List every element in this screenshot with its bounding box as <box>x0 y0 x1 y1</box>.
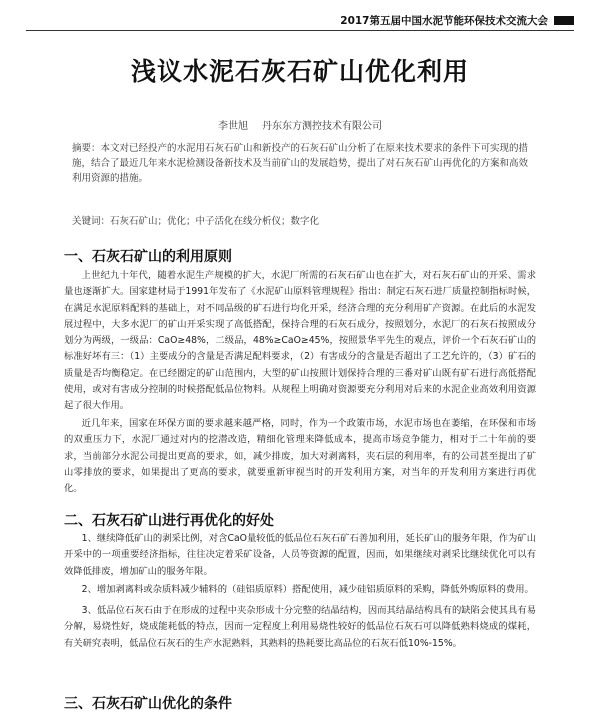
section-2-paragraph-3: 3、低品位石灰石由于在形成的过程中夹杂形成十分完整的结晶结构，因而其结晶结构具有的缺陷会使其具有易分解，易烧性好，烧成能耗低的特点，因而一定程度上利用易烧性较好的低品位石灰石可以降低熟料烧成的煤耗，有关研究表明，低品位石灰石的生产水泥熟料，其熟料的热耗要比高品位的石灰石低10%-15%。 <box>64 605 536 649</box>
author-affiliation: 丹东东方测控技术有限公司 <box>262 121 382 132</box>
section-2-paragraph-2: 2、增加剥离料或杂质料减少辅料的（硅铝质原料）搭配使用，减少硅铝质原料的采购，降低外购原料的费用。 <box>81 584 534 595</box>
section-heading-1: 一、石灰石矿山的利用原则 <box>64 249 232 265</box>
section-heading-2: 二、石灰石矿山进行再优化的好处 <box>64 513 274 529</box>
section-1-paragraph-2: 近几年来，国家在环保方面的要求越来越严格，同时，作为一个政策市场，水泥市场也在萎缩，在环保和市场的双重压力下，水泥厂通过对内的挖潜改造，精细化管理来降低成本，提高市场竞争能力，相对于二十年前的要求，当前部分水泥公司提出更高的要求，如，减少排废，加大对剥离料，夹石层的利用率，有的公司甚至提出了矿山零排放的要求，如果提出了更高的要求，就要重新审视当时的开发利用方案，对当年的开发利用方案进行再优化。 <box>64 418 536 495</box>
author-name: 李世旭 <box>218 121 248 132</box>
header-bar-mark <box>554 16 574 25</box>
section-heading-3: 三、石灰石矿山优化的条件 <box>64 696 232 712</box>
section-2-paragraph-1: 1、继续降低矿山的剥采比例，对含CaO量较低的低品位石灰石矿石善加利用，延长矿山的服务年限，作为矿山开采中的一项重要经济指标，往往决定着采矿设备，人员等资源的配置，因而，如果继续对剥采比继续优化可以有效降低排废，增加矿山的服务年限。 <box>64 533 536 577</box>
conference-header <box>340 12 574 28</box>
conference-name: 2017第五届中国水泥节能环保技术交流大会 <box>340 14 548 27</box>
keywords: 关键词：石灰石矿山；优化；中子活化在线分析仪；数字化 <box>72 216 320 227</box>
author-line <box>0 117 600 132</box>
header-rule <box>26 30 574 31</box>
abstract: 摘要：本文对已经投产的水泥用石灰石矿山和新投产的石灰石矿山分析了在原来技术要求的条件下可实现的措施，结合了最近几年来水泥检测设备新技术及当前矿山的发展趋势，提出了对石灰石矿山再优化的方案和高效利用资源的措施。 <box>72 143 529 184</box>
paper-title: 浅议水泥石灰石矿山优化利用 <box>130 57 469 86</box>
section-1-paragraph-1: 上世纪九十年代，随着水泥生产规模的扩大，水泥厂所需的石灰石矿山也在扩大，对石灰石矿山的开采、需求量也逐渐扩大。国家建材局于1991年发布了《水泥矿山原料管理规程》指出：制定石灰石进厂质量控制指标时候，在满足水泥原料配料的基础上，对不同品级的矿石进行均化开采，经济合理的充分利用矿产资源。在此后的水泥发展过程中，大多水泥厂的矿山开采实现了高低搭配，保持合理的石灰石成分，按照划分，水泥厂的石灰石按照成分划分为两级，一级品：CaO≥48%，二级品，48%≥CaO≥45%，按照景华平先生的观点，评价一个石灰石矿山的标准好坏有三：（1）主要成分的含量是否满足配料要求，（2）有害成分的含量是否超出了工艺允许的，（3）矿石的质量是否均衡稳定。在已经圈定的矿山范围内，大型的矿山按照计划保持合理的三番对矿山既有矿石进行高低搭配使用，或对有害成分控制的时候搭配低品位物料。从规程上明确对资源要充分利用对后来的水泥企业高效利用资源起了很大作用。 <box>64 270 536 412</box>
